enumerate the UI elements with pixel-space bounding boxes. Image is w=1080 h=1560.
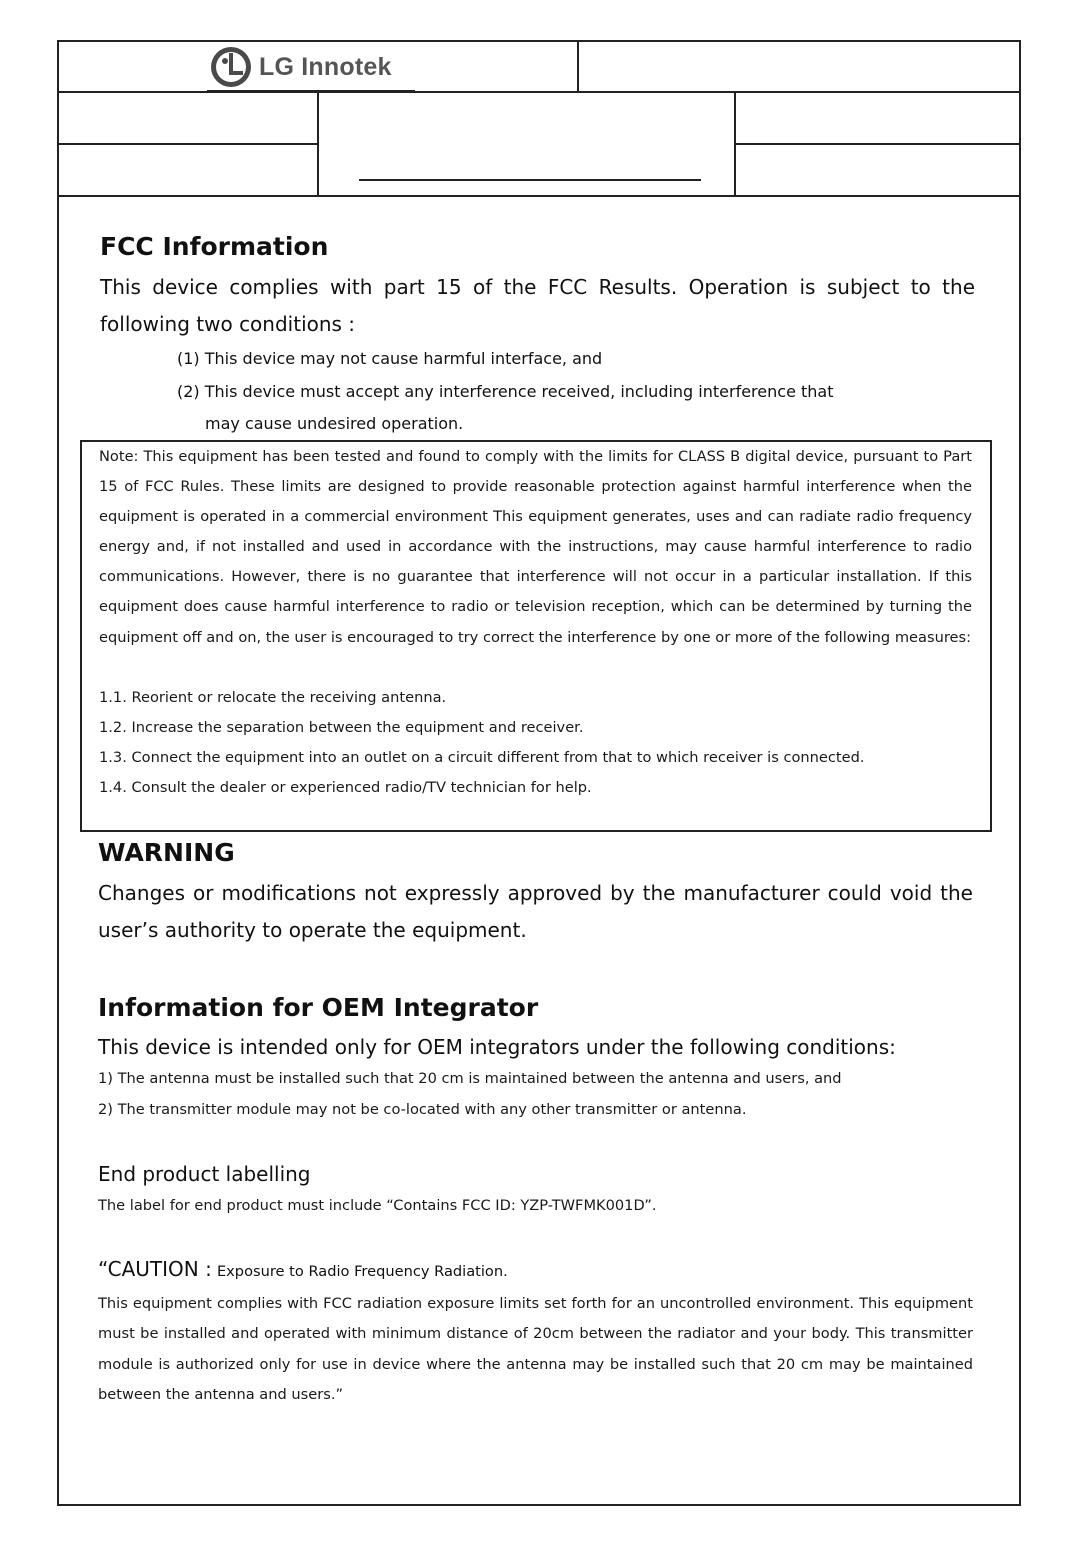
fcc-condition-2-cont: may cause undesired operation. (205, 414, 464, 433)
oem-heading: Information for OEM Integrator (98, 993, 539, 1022)
measure-item: 1.3. Connect the equipment into an outlet on a circuit different from that to which receiver is connected. (99, 748, 865, 766)
labelling-heading: End product labelling (98, 1162, 311, 1186)
header-vline-left (317, 93, 319, 195)
header-row-fields (59, 93, 1019, 197)
header-title-underline (359, 179, 701, 181)
warning-text: Changes or modifications not expressly approved by the manufacturer could void the user’s authority to operate the equipment. (98, 881, 973, 942)
caution-title: “CAUTION : (98, 1256, 212, 1281)
document-body (100, 230, 975, 441)
oem-item-2: 2) The transmitter module may not be co-located with any other transmitter or antenna. (98, 1100, 747, 1118)
note-box (80, 440, 992, 832)
fcc-condition-1: (1) This device may not cause harmful interface, and (177, 349, 603, 368)
fcc-condition-2: (2) This device must accept any interference received, including interference that (177, 381, 834, 401)
header-divider (577, 42, 579, 91)
header-row-logo (59, 42, 1019, 93)
caution-subtitle: Exposure to Radio Frequency Radiation. (216, 1262, 508, 1280)
logo-underline (207, 90, 415, 92)
company-logo (209, 44, 392, 90)
warning-heading: WARNING (98, 838, 235, 867)
measure-item: 1.4. Consult the dealer or experienced radio/TV technician for help. (99, 778, 592, 796)
lg-logo-icon (209, 45, 253, 89)
note-text: Note: This equipment has been tested and found to comply with the limits for CLASS B digital device, pursuant to Part 15 of FCC Rules. These limits are designed to provide reasonable protection against harmful interference when the equipment is operated in a commercial environment This equipment generates, uses and can radiate radio frequency energy and, if not installed and used in accordance with the instructions, may cause harmful interference to radio communications. However, there is no guarantee that interference will not occur in a particular installation. If this equipment does cause harmful interference to radio or television reception, which can be determined by turning the equipment off and on, the user is encouraged to try correct the interference by one or more of the following measures: (99, 448, 972, 646)
fcc-intro: This device complies with part 15 of the FCC Results. Operation is subject to the following two conditions : (100, 275, 975, 336)
header-hline-left (59, 143, 317, 145)
measure-item: 1.2. Increase the separation between the equipment and receiver. (99, 718, 584, 736)
logo-wordmark: LG Innotek (259, 52, 392, 81)
oem-intro: This device is intended only for OEM integrators under the following conditions: (98, 1035, 896, 1059)
labelling-text: The label for end product must include “Contains FCC ID: YZP-TWFMK001D”. (98, 1197, 657, 1214)
oem-item-1: 1) The antenna must be installed such that 20 cm is maintained between the antenna and users, and (98, 1070, 842, 1087)
caution-heading (98, 1252, 973, 1289)
measure-item: 1.1. Reorient or relocate the receiving antenna. (99, 688, 447, 706)
header-hline-right (734, 143, 1021, 145)
lower-content (98, 836, 973, 1411)
fcc-heading: FCC Information (100, 232, 329, 261)
caution-text: This equipment complies with FCC radiation exposure limits set forth for an uncontrolled environment. This equipment must be installed and operated with minimum distance of 20cm between the radiator and your body. This transmitter module is authorized only for use in device where the antenna may be installed such that 20 cm may be maintained between the antenna and users.” (98, 1294, 973, 1403)
measures-list (99, 683, 972, 803)
